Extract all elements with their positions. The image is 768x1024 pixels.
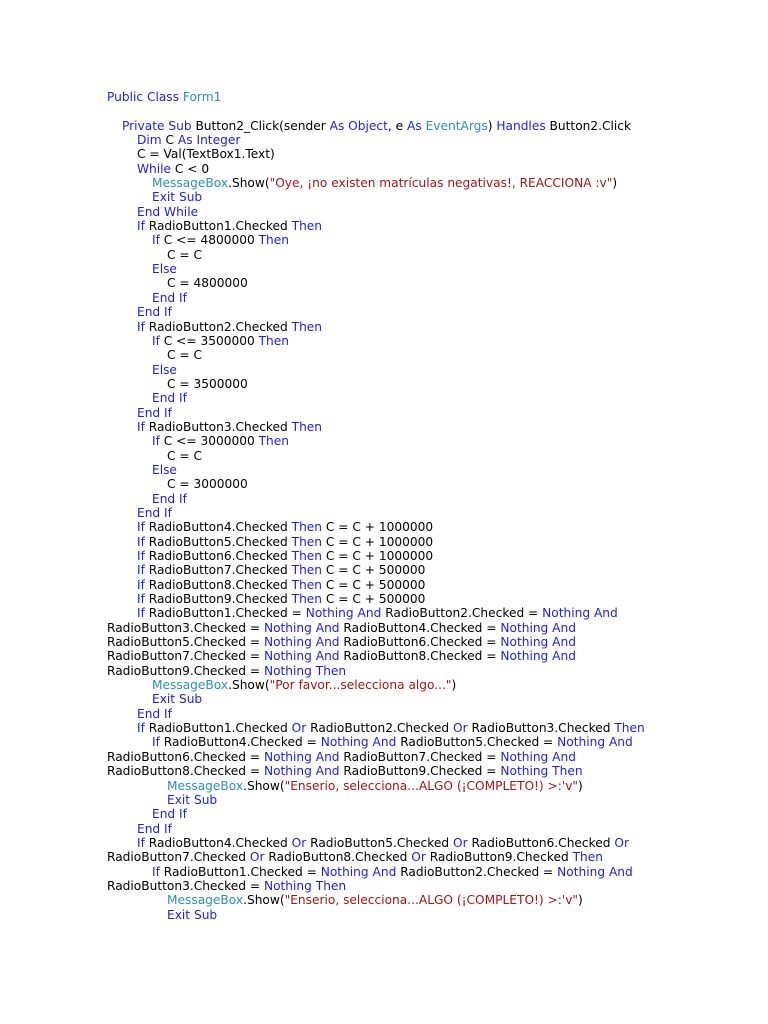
- code-token: MessageBox: [167, 778, 244, 793]
- code-token: Form1: [182, 90, 222, 104]
- code-line: [107, 477, 757, 491]
- code-line: [107, 205, 757, 219]
- code-token: RadioButton5.Checked =: [107, 635, 264, 650]
- code-token: C <= 3500000: [163, 333, 259, 348]
- code-line: [107, 305, 757, 319]
- code-line: [107, 520, 757, 534]
- code-line: [107, 219, 757, 233]
- code-token: While: [137, 161, 175, 176]
- code-token: Nothing And: [500, 649, 576, 664]
- code-token: RadioButton5.Checked =: [400, 735, 558, 750]
- code-line: [107, 836, 757, 850]
- code-line: [107, 363, 757, 377]
- code-token: RadioButton2.Checked: [310, 721, 453, 736]
- code-token: End If: [152, 807, 187, 822]
- code-token: RadioButton5.Checked: [148, 534, 292, 549]
- code-token: .Show(: [243, 778, 285, 793]
- code-token: Then: [291, 534, 326, 549]
- code-token: RadioButton3.Checked =: [107, 620, 264, 635]
- code-token: End While: [137, 204, 199, 219]
- code-token: Or: [453, 721, 472, 736]
- code-token: RadioButton8.Checked =: [343, 649, 501, 664]
- code-token: If: [137, 419, 149, 434]
- code-token: End If: [137, 405, 172, 420]
- code-line: [107, 377, 757, 391]
- code-line: [107, 449, 757, 463]
- code-token: If: [137, 606, 149, 621]
- code-line: [107, 506, 757, 520]
- code-token: RadioButton9.Checked: [148, 592, 292, 607]
- code-token: .Show(: [243, 893, 285, 908]
- code-line: [107, 276, 757, 290]
- code-line: [107, 721, 757, 735]
- code-line: [107, 635, 757, 649]
- code-line: [107, 262, 757, 276]
- code-token: If: [137, 534, 149, 549]
- code-line: [107, 606, 757, 620]
- code-token: "Oye, ¡no existen matrículas negativas!, REACCIONA :v": [269, 176, 613, 191]
- code-token: Nothing And: [263, 749, 344, 764]
- code-token: Nothing And: [320, 864, 401, 879]
- code-line: [107, 176, 757, 190]
- code-token: Exit Sub: [152, 190, 203, 205]
- code-token: .Show(: [228, 678, 270, 693]
- code-token: RadioButton4.Checked: [148, 835, 292, 850]
- code-token: RadioButton4.Checked =: [163, 735, 321, 750]
- code-line: [107, 147, 757, 161]
- code-line: [107, 908, 757, 922]
- code-token: Button2.Click: [549, 118, 632, 133]
- code-line: [107, 190, 757, 204]
- code-token: MessageBox: [152, 176, 229, 191]
- code-token: If: [152, 333, 164, 348]
- code-token: RadioButton9.Checked =: [343, 764, 501, 779]
- code-token: C = 3500000: [167, 376, 248, 391]
- code-token: ): [612, 176, 618, 191]
- code-token: Then: [291, 219, 323, 234]
- code-line: [107, 90, 757, 104]
- code-line: [107, 779, 757, 793]
- code-token: Then: [258, 233, 290, 248]
- code-token: End If: [152, 491, 187, 506]
- code-line: [107, 578, 757, 592]
- code-line: [107, 664, 757, 678]
- code-token: RadioButton1.Checked =: [163, 864, 321, 879]
- code-token: Nothing And: [500, 620, 576, 635]
- code-token: Then: [291, 577, 326, 592]
- code-token: Handles: [496, 118, 550, 133]
- code-line: [107, 248, 757, 262]
- code-token: RadioButton2.Checked =: [385, 606, 543, 621]
- code-token: Nothing And: [263, 764, 344, 779]
- code-token: Nothing And: [557, 864, 633, 879]
- code-token: C = C + 500000: [325, 563, 426, 578]
- code-token: ): [578, 778, 583, 793]
- code-token: RadioButton6.Checked: [148, 549, 292, 563]
- code-token: Object: [348, 118, 388, 133]
- code-token: Nothing And: [305, 606, 386, 621]
- code-line: [107, 750, 757, 764]
- code-token: RadioButton8.Checked: [148, 577, 292, 592]
- code-token: C = C: [167, 247, 202, 262]
- code-token: Or: [291, 721, 311, 736]
- code-token: C = Val(TextBox1.Text): [137, 147, 275, 162]
- code-token: Then: [572, 850, 603, 865]
- code-line: [107, 233, 757, 247]
- code-token: End If: [137, 505, 172, 520]
- code-token: If: [137, 549, 149, 563]
- code-token: As Integer: [177, 133, 241, 148]
- code-token: C = C + 1000000: [325, 549, 434, 563]
- code-line: [107, 492, 757, 506]
- code-token: Exit Sub: [167, 792, 218, 807]
- code-token: MessageBox: [167, 893, 244, 908]
- code-token: Nothing And: [263, 620, 344, 635]
- code-line: [107, 420, 757, 434]
- code-token: Button2_Click(sender: [195, 118, 330, 133]
- code-token: RadioButton2.Checked: [148, 319, 292, 334]
- code-token: If: [152, 864, 164, 879]
- code-line: [107, 320, 757, 334]
- code-line: [107, 764, 757, 778]
- code-token: C = 3000000: [167, 477, 248, 492]
- code-token: C: [165, 133, 178, 148]
- code-token: RadioButton6.Checked =: [107, 749, 264, 764]
- code-token: EventArgs: [425, 118, 488, 133]
- code-token: Exit Sub: [152, 692, 203, 707]
- code-token: RadioButton5.Checked: [310, 835, 453, 850]
- code-line: [107, 692, 757, 706]
- code-token: Then: [291, 563, 326, 578]
- code-token: "Por favor...selecciona algo...": [269, 678, 452, 693]
- code-line: [107, 822, 757, 836]
- code-token: C <= 3000000: [163, 434, 259, 449]
- code-line: [107, 391, 757, 405]
- code-token: Then: [291, 319, 323, 334]
- code-listing: [107, 90, 757, 922]
- code-token: RadioButton7.Checked: [107, 850, 250, 865]
- code-line: [107, 162, 757, 176]
- code-token: If: [137, 319, 149, 334]
- code-token: RadioButton1.Checked =: [148, 606, 306, 621]
- code-token: Nothing And: [263, 635, 344, 650]
- code-token: Nothing Then: [263, 878, 347, 893]
- code-token: Dim: [137, 133, 166, 148]
- code-line: [107, 334, 757, 348]
- code-line: [107, 850, 757, 864]
- code-token: C = C + 1000000: [325, 520, 434, 535]
- code-token: .Show(: [228, 176, 270, 191]
- code-token: End If: [152, 290, 187, 305]
- code-token: Nothing And: [500, 635, 576, 650]
- code-token: Or: [411, 850, 430, 865]
- code-token: Or: [249, 850, 269, 865]
- code-token: Then: [291, 419, 323, 434]
- code-token: C = C + 500000: [325, 577, 426, 592]
- code-token: As: [407, 118, 426, 133]
- code-token: Nothing And: [263, 649, 344, 664]
- code-line: [107, 348, 757, 362]
- code-token: Then: [258, 434, 290, 449]
- code-line: [107, 793, 757, 807]
- code-token: Exit Sub: [167, 907, 218, 922]
- code-token: If: [137, 835, 149, 850]
- code-token: If: [137, 563, 149, 578]
- code-token: Nothing And: [557, 735, 633, 750]
- code-token: If: [137, 520, 149, 535]
- code-token: ): [578, 893, 583, 908]
- code-line: [107, 678, 757, 692]
- code-token: C = 4800000: [167, 276, 248, 291]
- code-line: [107, 549, 757, 563]
- code-token: RadioButton7.Checked =: [343, 749, 501, 764]
- code-token: Or: [291, 835, 311, 850]
- code-token: MessageBox: [152, 678, 229, 693]
- code-token: Nothing Then: [500, 764, 583, 779]
- code-token: Or: [453, 835, 472, 850]
- code-token: End If: [137, 821, 172, 836]
- code-line: [107, 621, 757, 635]
- code-token: RadioButton2.Checked =: [400, 864, 558, 879]
- code-token: C = C: [167, 348, 202, 363]
- code-token: RadioButton6.Checked =: [343, 635, 501, 650]
- code-token: RadioButton3.Checked: [148, 419, 292, 434]
- code-token: If: [137, 592, 149, 607]
- code-line: [107, 119, 757, 133]
- code-token: If: [137, 577, 149, 592]
- code-token: Public Class: [107, 90, 183, 104]
- code-token: RadioButton3.Checked =: [107, 878, 264, 893]
- code-line: [107, 735, 757, 749]
- code-line: [107, 463, 757, 477]
- code-token: C = C + 1000000: [325, 534, 434, 549]
- code-token: End If: [152, 391, 187, 406]
- code-line: [107, 535, 757, 549]
- code-line: [107, 649, 757, 663]
- code-line: [107, 434, 757, 448]
- code-line: [107, 893, 757, 907]
- code-line: [107, 291, 757, 305]
- code-token: Then: [614, 721, 645, 736]
- code-token: If: [152, 735, 164, 750]
- code-token: RadioButton8.Checked =: [107, 764, 264, 779]
- code-token: RadioButton6.Checked: [471, 835, 615, 850]
- code-token: Else: [152, 362, 177, 377]
- code-token: C = C: [167, 448, 202, 463]
- code-line: [107, 592, 757, 606]
- code-line: [107, 807, 757, 821]
- code-token: RadioButton9.Checked: [429, 850, 573, 865]
- code-token: ): [451, 678, 457, 693]
- code-token: Nothing And: [542, 606, 618, 621]
- code-token: If: [137, 219, 149, 234]
- code-token: RadioButton4.Checked =: [343, 620, 501, 635]
- code-token: RadioButton8.Checked: [268, 850, 412, 865]
- code-token: Private Sub: [122, 118, 196, 133]
- code-token: If: [152, 233, 164, 248]
- code-token: Then: [291, 520, 326, 535]
- code-token: RadioButton1.Checked: [148, 721, 292, 736]
- code-token: ): [487, 118, 497, 133]
- code-token: RadioButton7.Checked =: [107, 649, 264, 664]
- code-line: [107, 879, 757, 893]
- code-token: Then: [258, 333, 290, 348]
- code-token: "Enserio, selecciona...ALGO (¡COMPLETO!) >:'v": [284, 778, 579, 793]
- code-line: [107, 563, 757, 577]
- code-line: [107, 133, 757, 147]
- code-token: Else: [152, 462, 177, 477]
- code-token: If: [152, 434, 164, 449]
- code-token: As: [329, 118, 349, 133]
- code-token: RadioButton4.Checked: [148, 520, 292, 535]
- code-line: [107, 707, 757, 721]
- code-token: C = C + 500000: [325, 592, 426, 607]
- code-token: , e: [387, 118, 407, 133]
- code-token: End If: [137, 305, 172, 320]
- code-token: RadioButton7.Checked: [148, 563, 292, 578]
- code-token: End If: [137, 706, 172, 721]
- code-line: [107, 406, 757, 420]
- code-token: Then: [291, 549, 326, 563]
- code-token: RadioButton3.Checked: [471, 721, 615, 736]
- code-line: [107, 104, 757, 118]
- code-token: Nothing Then: [263, 663, 347, 678]
- code-token: RadioButton9.Checked =: [107, 663, 264, 678]
- code-token: RadioButton1.Checked: [148, 219, 292, 234]
- code-token: C < 0: [174, 161, 210, 176]
- code-token: "Enserio, selecciona...ALGO (¡COMPLETO!) >:'v": [284, 893, 579, 908]
- code-line: [107, 865, 757, 879]
- code-token: Nothing And: [320, 735, 401, 750]
- code-token: Nothing And: [500, 749, 576, 764]
- code-token: Else: [152, 262, 177, 277]
- code-token: Then: [291, 592, 326, 607]
- code-token: Or: [614, 835, 629, 850]
- code-token: If: [137, 721, 149, 736]
- code-token: C <= 4800000: [163, 233, 259, 248]
